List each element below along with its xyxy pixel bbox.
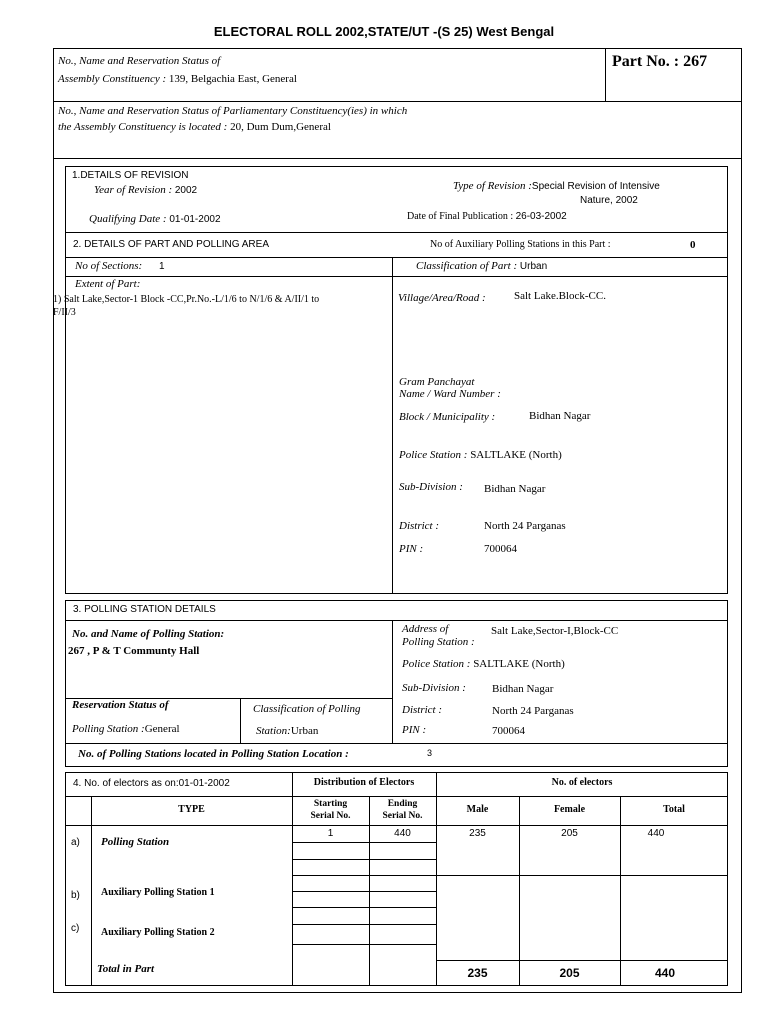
polling-station-heading: 3. POLLING STATION DETAILS <box>73 604 216 615</box>
page-title: ELECTORAL ROLL 2002,STATE/UT -(S 25) West Bengal <box>213 24 555 39</box>
village-value: Salt Lake.Block-CC. <box>514 290 606 302</box>
row-c-letter: c) <box>71 923 80 934</box>
extent-value-line2: F/II/3 <box>53 307 76 318</box>
total-total: 440 <box>654 966 676 980</box>
extent-value-line1: 1) Salt Lake,Sector-1 Block -CC,Pr.No.-L/1/6 to N/1/6 & A/II/1 to <box>53 294 320 305</box>
total-male: 235 <box>467 966 488 980</box>
divider <box>519 796 520 986</box>
ps-police-value: SALTLAKE (North) <box>473 658 565 670</box>
ac-line2 <box>58 73 297 85</box>
divider <box>292 907 436 908</box>
row-a-male: 235 <box>469 828 486 839</box>
divider <box>53 158 742 159</box>
sections-label: No of Sections: <box>75 260 143 272</box>
ps-name-label: No. and Name of Polling Station: <box>72 628 225 640</box>
divider <box>65 232 728 233</box>
ps-subdiv-label: Sub-Division : <box>402 682 466 694</box>
total-female: 205 <box>559 966 580 980</box>
section-details-box <box>65 166 728 594</box>
row-a-total: 440 <box>647 828 665 839</box>
row-c-type: Auxiliary Polling Station 2 <box>101 927 215 938</box>
divider <box>292 924 436 925</box>
part-area-heading: 2. DETAILS OF PART AND POLLING AREA <box>73 239 269 250</box>
divider <box>605 48 606 101</box>
divider <box>392 257 393 594</box>
classification-label: Classification of Part : <box>416 260 518 272</box>
male-col-header: Male <box>466 804 489 815</box>
revision-heading: 1.DETAILS OF REVISION <box>72 170 189 181</box>
row-a-letter: a) <box>71 837 80 848</box>
ac-value: 139, Belgachia East, General <box>168 73 297 85</box>
ps-address-value: Salt Lake,Sector-I,Block-CC <box>491 625 619 637</box>
sections-row <box>75 260 165 272</box>
row-a-female: 205 <box>561 828 578 839</box>
divider <box>292 842 436 843</box>
subdiv-label: Sub-Division : <box>399 481 463 493</box>
block-value: Bidhan Nagar <box>529 410 591 422</box>
ps-count-label: No. of Polling Stations located in Polling Station Location : <box>78 748 349 760</box>
aux-stations-label: No of Auxiliary Polling Stations in this Part : <box>430 239 611 250</box>
subdiv-value: Bidhan Nagar <box>484 483 546 495</box>
ps-classification-value: Urban <box>290 725 319 737</box>
row-a-start: 1 <box>327 828 334 839</box>
divider <box>91 796 92 986</box>
end-serial-header <box>369 798 436 822</box>
polling-station-box <box>65 600 728 767</box>
divider <box>65 276 728 277</box>
block-label: Block / Municipality : <box>399 411 496 423</box>
ps-reservation-label-line1: Reservation Status of <box>72 699 169 711</box>
divider <box>292 859 436 860</box>
part-number: Part No. : 267 <box>612 53 708 70</box>
ps-count-value: 3 <box>427 748 433 758</box>
type-value-line2: Nature, 2002 <box>580 195 638 206</box>
start-serial-line2: Serial No. <box>310 811 351 821</box>
ps-police-label: Police Station : <box>402 658 471 670</box>
qualifying-date <box>89 213 221 225</box>
qualifying-label: Qualifying Date : <box>89 213 167 225</box>
pc-label-line2: the Assembly Constituency is located : <box>58 121 228 133</box>
ps-address-label-line2: Polling Station : <box>402 636 475 648</box>
total-col-header: Total <box>663 804 685 815</box>
row-b-letter: b) <box>71 890 80 901</box>
ps-reservation-value: General <box>144 723 180 735</box>
divider <box>65 825 728 826</box>
ps-address-label-line1: Address of <box>402 623 449 635</box>
ac-label-line1: No., Name and Reservation Status of <box>58 55 221 67</box>
row-a-type: Polling Station <box>101 836 170 848</box>
divider <box>620 796 621 986</box>
sections-value: 1 <box>158 261 165 272</box>
type-value-line1: Special Revision of Intensive <box>531 181 660 192</box>
gram-label-line2: Name / Ward Number : <box>399 388 501 400</box>
ps-district-label: District : <box>402 704 443 716</box>
distribution-label: Distribution of Electors <box>313 777 415 788</box>
ps-reservation-row <box>72 723 180 735</box>
ps-classification-row <box>256 725 318 737</box>
qualifying-value: 01-01-2002 <box>169 214 221 225</box>
police-label: Police Station : <box>399 449 468 461</box>
village-label: Village/Area/Road : <box>398 292 486 304</box>
classification-row <box>416 260 547 272</box>
ps-district-value: North 24 Parganas <box>492 705 574 717</box>
divider <box>65 796 728 797</box>
electors-heading-label: 4. No. of electors as on: <box>73 778 179 789</box>
divider <box>65 620 728 621</box>
pc-value: 20, Dum Dum,General <box>230 121 331 133</box>
divider <box>436 960 728 961</box>
final-pub-label: Date of Final Publication : <box>407 211 514 222</box>
ps-classification-label-line2: Station: <box>256 725 291 737</box>
ps-pin-value: 700064 <box>492 725 525 737</box>
divider <box>53 101 742 102</box>
police-value: SALTLAKE (North) <box>470 449 562 461</box>
type-of-revision <box>453 180 660 192</box>
year-label: Year of Revision : <box>94 184 173 196</box>
start-serial-header <box>292 798 369 822</box>
year-value: 2002 <box>174 185 198 196</box>
start-serial-line1: Starting <box>313 799 348 809</box>
divider <box>240 698 241 743</box>
divider <box>292 875 728 876</box>
district-value: North 24 Parganas <box>484 520 566 532</box>
divider <box>292 944 436 945</box>
district-label: District : <box>399 520 440 532</box>
aux-stations-value: 0 <box>690 239 696 251</box>
final-pub-value: 26-03-2002 <box>515 211 567 222</box>
pc-label-line1: No., Name and Reservation Status of Parliamentary Constituency(ies) in which <box>58 105 408 117</box>
classification-value: Urban <box>519 261 548 272</box>
type-label: Type of Revision : <box>453 180 532 192</box>
pc-line2 <box>58 121 331 133</box>
electors-heading-date: 01-01-2002 <box>178 778 230 789</box>
ac-label-line2: Assembly Constituency : <box>58 73 167 85</box>
gram-label-line1: Gram Panchayat <box>399 376 475 388</box>
ps-classification-label-line1: Classification of Polling <box>253 703 361 715</box>
divider <box>392 620 393 743</box>
end-serial-line1: Ending <box>387 799 418 809</box>
no-of-electors-label: No. of electors <box>551 777 613 788</box>
total-in-part-label: Total in Part <box>97 963 155 975</box>
extent-label: Extent of Part: <box>75 278 141 290</box>
divider <box>369 796 370 986</box>
type-col-header: TYPE <box>178 804 205 815</box>
pin-value: 700064 <box>484 543 517 555</box>
divider <box>65 257 728 258</box>
divider <box>292 891 436 892</box>
electors-heading <box>73 778 230 789</box>
year-of-revision <box>94 184 197 196</box>
ps-pin-label: PIN : <box>402 724 427 736</box>
end-serial-line2: Serial No. <box>382 811 423 821</box>
divider <box>65 743 728 744</box>
ps-reservation-label-line2: Polling Station : <box>72 723 145 735</box>
ps-police-row <box>402 658 565 670</box>
female-col-header: Female <box>553 804 586 815</box>
final-publication <box>407 211 567 222</box>
row-b-type: Auxiliary Polling Station 1 <box>101 887 215 898</box>
ps-subdiv-value: Bidhan Nagar <box>492 683 554 695</box>
police-row <box>399 449 562 461</box>
ps-name-value: 267 , P & T Communty Hall <box>68 645 200 657</box>
row-a-end: 440 <box>394 828 411 839</box>
pin-label: PIN : <box>399 543 424 555</box>
